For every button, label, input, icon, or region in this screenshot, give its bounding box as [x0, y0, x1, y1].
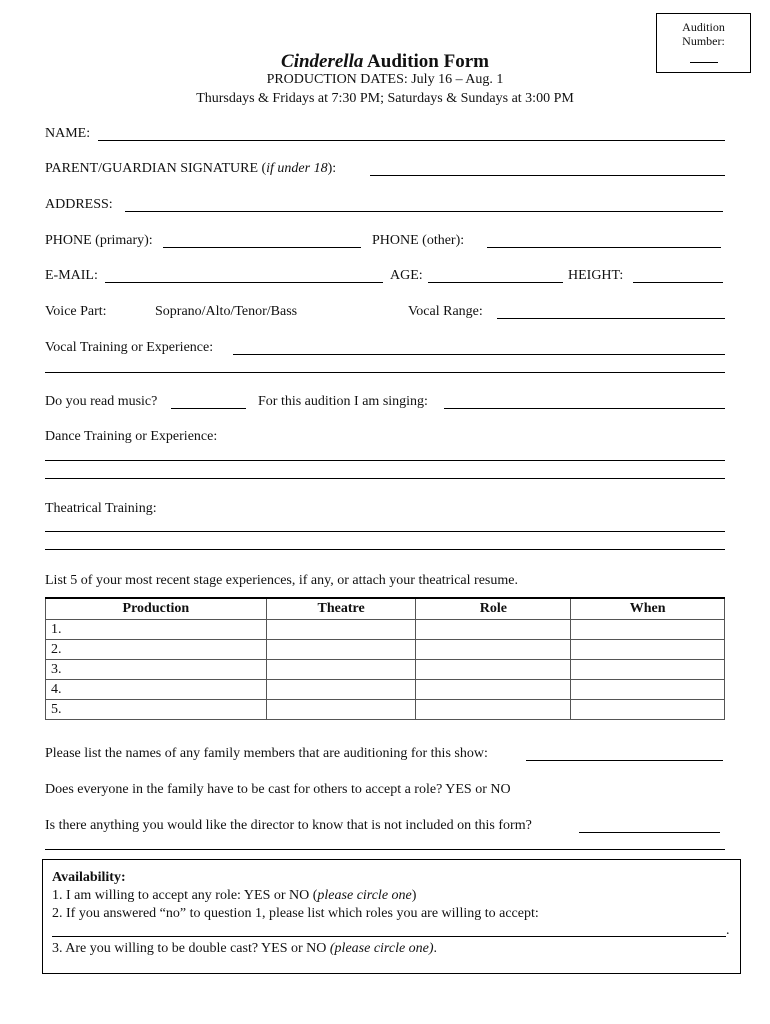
dance-training-label: Dance Training or Experience:: [45, 429, 218, 444]
parent-signature-field[interactable]: [370, 175, 725, 176]
voice-part-options[interactable]: Soprano/Alto/Tenor/Bass: [155, 304, 298, 319]
director-note-label: Is there anything you would like the director to know that is not included on this form?: [45, 818, 532, 833]
stage-experience-table: [45, 597, 725, 720]
age-label: AGE:: [390, 268, 423, 283]
singing-field[interactable]: [444, 408, 725, 409]
table-cell[interactable]: [571, 620, 725, 640]
table-cell[interactable]: [416, 680, 571, 700]
director-note-field[interactable]: [579, 832, 720, 833]
theatrical-training-label: Theatrical Training:: [45, 501, 157, 516]
row-number[interactable]: 3.: [46, 660, 267, 680]
phone-primary-field[interactable]: [163, 247, 361, 248]
list-experiences-label: List 5 of your most recent stage experiences, if any, or attach your theatrical resume.: [45, 573, 518, 588]
email-field[interactable]: [105, 282, 383, 283]
availability-q2: 2. If you answered “no” to question 1, please list which roles you are willing to accept:: [52, 906, 539, 921]
address-label: ADDRESS:: [45, 197, 113, 212]
family-members-field[interactable]: [526, 760, 723, 761]
table-cell[interactable]: [571, 640, 725, 660]
roles-willing-field[interactable]: [52, 936, 726, 937]
name-label: NAME:: [45, 126, 91, 141]
row-number[interactable]: 1.: [46, 620, 267, 640]
availability-q1[interactable]: 1. I am willing to accept any role: YES or NO (please circle one): [52, 888, 417, 903]
director-note-field-line2[interactable]: [45, 849, 725, 850]
table-cell[interactable]: [416, 700, 571, 720]
table-row: [46, 660, 725, 680]
phone-other-label: PHONE (other):: [372, 233, 465, 248]
table-cell[interactable]: [416, 660, 571, 680]
family-members-label: Please list the names of any family members that are auditioning for this show:: [45, 746, 488, 761]
table-cell[interactable]: [571, 700, 725, 720]
row-number[interactable]: 5.: [46, 700, 267, 720]
number-label: Number:: [682, 34, 725, 48]
availability-title: Availability:: [52, 870, 126, 885]
vocal-training-field[interactable]: [233, 354, 725, 355]
form-title: [0, 51, 770, 73]
phone-other-field[interactable]: [487, 247, 721, 248]
vocal-training-label: Vocal Training or Experience:: [45, 340, 214, 355]
col-theatre: Theatre: [266, 598, 416, 620]
height-label: HEIGHT:: [568, 268, 624, 283]
table-row: [46, 640, 725, 660]
theatrical-training-field[interactable]: [45, 531, 725, 532]
vocal-training-field-line2[interactable]: [45, 372, 725, 373]
phone-primary-label: PHONE (primary):: [45, 233, 153, 248]
vocal-range-label: Vocal Range:: [408, 304, 483, 319]
height-field[interactable]: [633, 282, 723, 283]
roles-field-period: .: [726, 923, 730, 938]
audition-label: Audition: [682, 20, 725, 34]
dance-training-field[interactable]: [45, 460, 725, 461]
table-cell[interactable]: [266, 620, 416, 640]
availability-box: [42, 859, 741, 974]
table-cell[interactable]: [416, 620, 571, 640]
singing-label: For this audition I am singing:: [258, 394, 428, 409]
table-cell[interactable]: [266, 680, 416, 700]
table-row: [46, 680, 725, 700]
table-row: [46, 700, 725, 720]
row-number[interactable]: 2.: [46, 640, 267, 660]
address-field[interactable]: [125, 211, 723, 212]
table-header-row: [46, 598, 725, 620]
performance-times: Thursdays & Fridays at 7:30 PM; Saturdays & Sundays at 3:00 PM: [196, 91, 574, 106]
col-production: Production: [46, 598, 267, 620]
read-music-label: Do you read music?: [45, 394, 158, 409]
table-cell[interactable]: [266, 700, 416, 720]
read-music-field[interactable]: [171, 408, 246, 409]
table-cell[interactable]: [571, 680, 725, 700]
theatrical-training-field-line2[interactable]: [45, 549, 725, 550]
name-field[interactable]: [98, 140, 725, 141]
table-cell[interactable]: [571, 660, 725, 680]
vocal-range-field[interactable]: [497, 318, 725, 319]
age-field[interactable]: [428, 282, 563, 283]
dance-training-field-line2[interactable]: [45, 478, 725, 479]
table-cell[interactable]: [416, 640, 571, 660]
email-label: E-MAIL:: [45, 268, 98, 283]
parent-signature-label: PARENT/GUARDIAN SIGNATURE (if under 18):: [45, 161, 337, 176]
table-row: [46, 620, 725, 640]
production-dates: PRODUCTION DATES: July 16 – Aug. 1: [266, 72, 504, 87]
title-show-name: Cinderella: [281, 51, 364, 72]
availability-q3[interactable]: 3. Are you willing to be double cast? YES or NO (please circle one).: [52, 941, 438, 956]
row-number[interactable]: 4.: [46, 680, 267, 700]
table-cell[interactable]: [266, 640, 416, 660]
title-rest: Audition Form: [363, 51, 489, 72]
col-role: Role: [416, 598, 571, 620]
table-cell[interactable]: [266, 660, 416, 680]
family-cast-question[interactable]: Does everyone in the family have to be cast for others to accept a role? YES or NO: [45, 782, 511, 797]
col-when: When: [571, 598, 725, 620]
voice-part-label: Voice Part:: [45, 304, 107, 319]
